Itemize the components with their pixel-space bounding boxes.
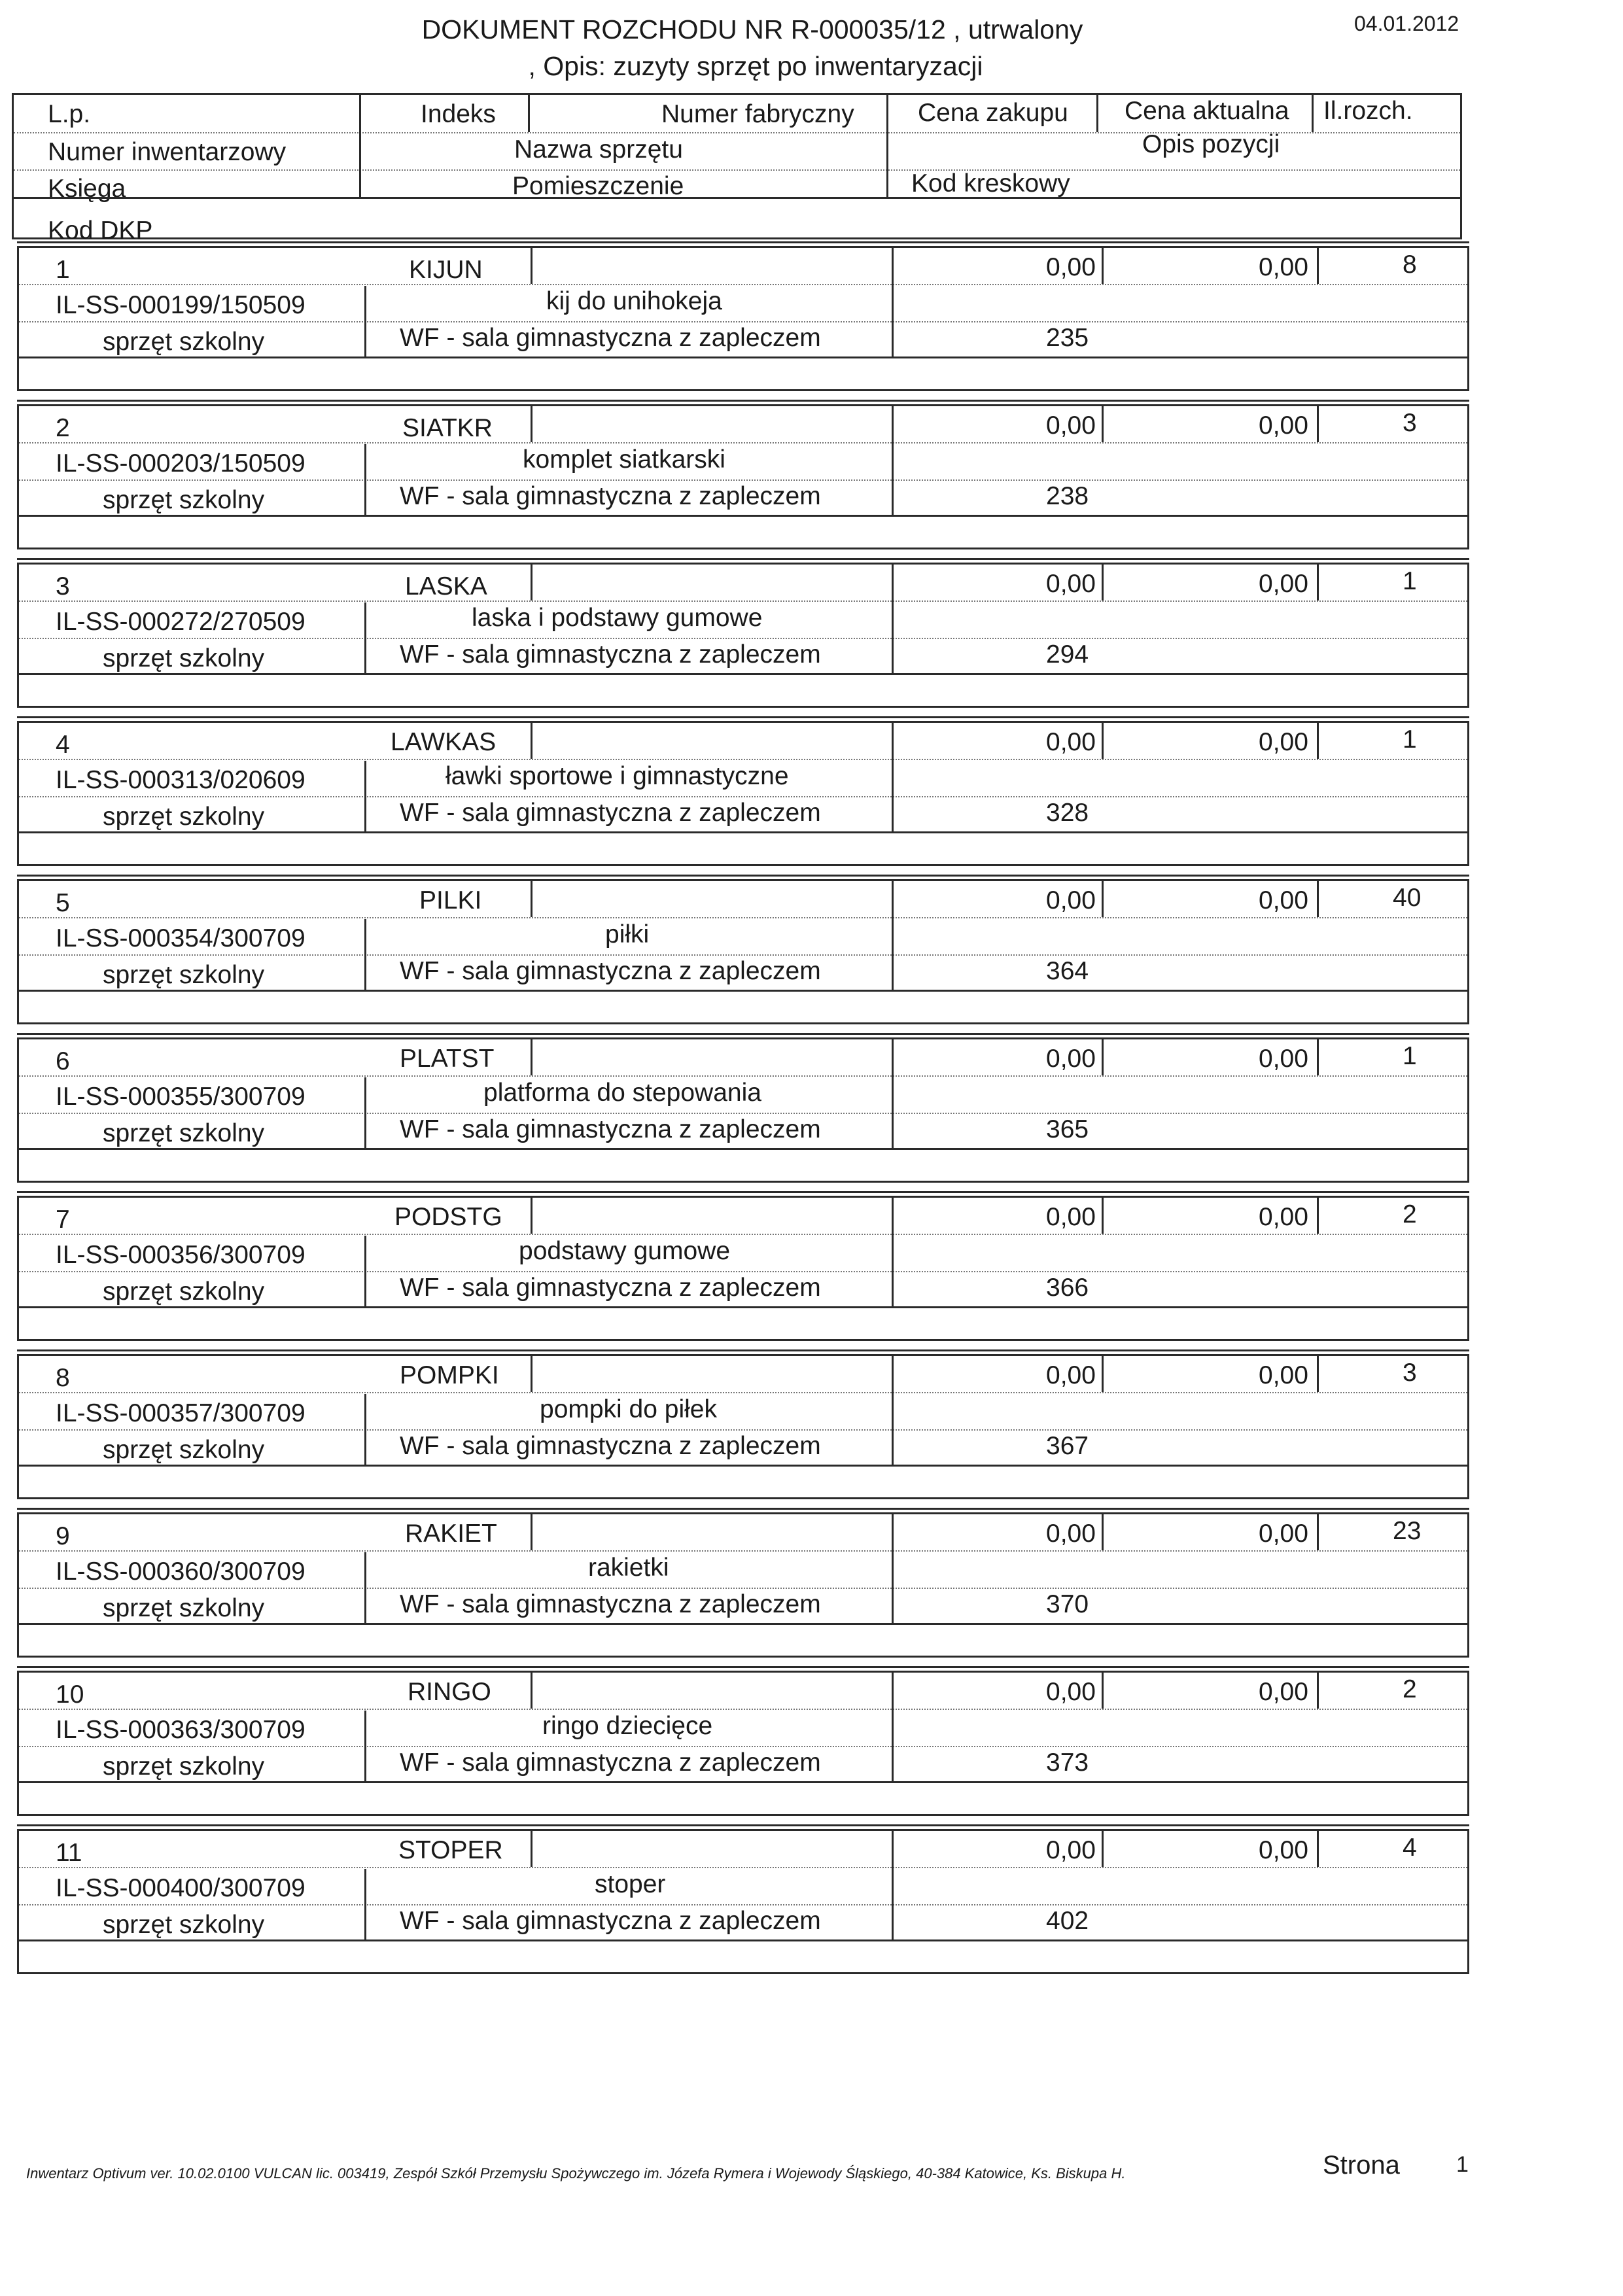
list-item — [17, 1037, 1469, 1183]
item-indeks: LASKA — [405, 572, 487, 600]
header-opis-pozycji: Opis pozycji — [1142, 130, 1280, 158]
item-nazwa: podstawy gumowe — [519, 1237, 731, 1265]
list-item — [17, 1512, 1469, 1658]
item-lp: 3 — [56, 572, 70, 600]
item-indeks: SIATKR — [402, 414, 493, 442]
item-indeks: KIJUN — [409, 256, 483, 284]
header-lp: L.p. — [48, 100, 91, 128]
item-nazwa: komplet siatkarski — [523, 445, 725, 474]
item-indeks: RAKIET — [405, 1520, 497, 1548]
item-nazwa: kij do unihokeja — [546, 287, 722, 315]
header-cena-zakupu: Cena zakupu — [918, 99, 1068, 127]
item-kod-kreskowy: 328 — [1046, 799, 1089, 827]
item-numer-inwentarzowy: IL-SS-000360/300709 — [56, 1557, 305, 1586]
item-lp: 10 — [56, 1680, 84, 1709]
item-pomieszczenie: WF - sala gimnastyczna z zapleczem — [400, 1274, 821, 1302]
item-pomieszczenie: WF - sala gimnastyczna z zapleczem — [400, 799, 821, 827]
item-pomieszczenie: WF - sala gimnastyczna z zapleczem — [400, 1907, 821, 1935]
item-cena-zakupu: 0,00 — [1046, 1203, 1096, 1231]
item-lp: 11 — [56, 1839, 82, 1867]
item-ksiega: sprzęt szkolny — [103, 961, 265, 989]
list-item — [17, 721, 1469, 866]
item-ksiega: sprzęt szkolny — [103, 1119, 265, 1147]
item-numer-inwentarzowy: IL-SS-000355/300709 — [56, 1083, 305, 1111]
item-nazwa: pompki do piłek — [540, 1395, 717, 1423]
document-date: 04.01.2012 — [1354, 12, 1459, 35]
item-pomieszczenie: WF - sala gimnastyczna z zapleczem — [400, 1115, 821, 1143]
item-ksiega: sprzęt szkolny — [103, 486, 265, 514]
item-cena-zakupu: 0,00 — [1046, 1678, 1096, 1706]
item-il-rozch: 3 — [1403, 1359, 1417, 1387]
item-cena-zakupu: 0,00 — [1046, 570, 1096, 598]
item-il-rozch: 3 — [1403, 409, 1417, 437]
list-item — [17, 879, 1469, 1024]
item-numer-inwentarzowy: IL-SS-000199/150509 — [56, 291, 305, 319]
item-pomieszczenie: WF - sala gimnastyczna z zapleczem — [400, 324, 821, 352]
item-cena-zakupu: 0,00 — [1046, 1836, 1096, 1864]
list-item — [17, 1354, 1469, 1499]
item-nazwa: rakietki — [588, 1554, 669, 1582]
item-ksiega: sprzęt szkolny — [103, 644, 265, 672]
item-nazwa: piłki — [605, 920, 650, 948]
item-lp: 6 — [56, 1047, 70, 1075]
item-cena-zakupu: 0,00 — [1046, 1361, 1096, 1389]
header-kod-dkp: Kod DKP — [48, 217, 153, 245]
item-ksiega: sprzęt szkolny — [103, 1594, 265, 1622]
item-kod-kreskowy: 370 — [1046, 1590, 1089, 1618]
page-label: Strona — [1323, 2151, 1400, 2180]
item-cena-zakupu: 0,00 — [1046, 1520, 1096, 1548]
header-nazwa-sprzetu: Nazwa sprzętu — [514, 135, 683, 164]
item-il-rozch: 23 — [1393, 1517, 1422, 1545]
item-cena-aktualna: 0,00 — [1259, 570, 1308, 598]
item-il-rozch: 4 — [1403, 1834, 1417, 1862]
item-cena-aktualna: 0,00 — [1259, 1203, 1308, 1231]
list-item — [17, 1829, 1469, 1974]
item-cena-aktualna: 0,00 — [1259, 1678, 1308, 1706]
item-cena-zakupu: 0,00 — [1046, 1045, 1096, 1073]
item-indeks: PODSTG — [394, 1203, 502, 1231]
item-numer-inwentarzowy: IL-SS-000357/300709 — [56, 1399, 305, 1427]
item-lp: 9 — [56, 1522, 70, 1550]
item-cena-aktualna: 0,00 — [1259, 1361, 1308, 1389]
header-indeks: Indeks — [421, 100, 496, 128]
header-kod-kreskowy: Kod kreskowy — [911, 169, 1070, 198]
item-numer-inwentarzowy: IL-SS-000400/300709 — [56, 1874, 305, 1902]
item-lp: 1 — [56, 256, 70, 284]
item-cena-aktualna: 0,00 — [1259, 253, 1308, 281]
item-il-rozch: 1 — [1403, 1042, 1417, 1070]
item-cena-zakupu: 0,00 — [1046, 253, 1096, 281]
item-cena-zakupu: 0,00 — [1046, 886, 1096, 914]
list-item — [17, 1196, 1469, 1341]
item-pomieszczenie: WF - sala gimnastyczna z zapleczem — [400, 1590, 821, 1618]
item-pomieszczenie: WF - sala gimnastyczna z zapleczem — [400, 1748, 821, 1777]
header-numer-inwentarzowy: Numer inwentarzowy — [48, 138, 287, 166]
item-numer-inwentarzowy: IL-SS-000272/270509 — [56, 608, 305, 636]
item-kod-kreskowy: 238 — [1046, 482, 1089, 510]
item-pomieszczenie: WF - sala gimnastyczna z zapleczem — [400, 640, 821, 669]
header-pomieszczenie: Pomieszczenie — [512, 172, 684, 200]
item-kod-kreskowy: 402 — [1046, 1907, 1089, 1935]
item-numer-inwentarzowy: IL-SS-000203/150509 — [56, 449, 305, 478]
item-lp: 8 — [56, 1364, 70, 1392]
item-cena-aktualna: 0,00 — [1259, 1045, 1308, 1073]
item-indeks: PLATST — [400, 1045, 495, 1073]
item-il-rozch: 2 — [1403, 1675, 1417, 1703]
item-cena-aktualna: 0,00 — [1259, 411, 1308, 440]
item-lp: 2 — [56, 414, 70, 442]
list-item — [17, 404, 1469, 549]
item-kod-kreskowy: 365 — [1046, 1115, 1089, 1143]
item-lp: 7 — [56, 1206, 70, 1234]
header-ksiega: Księga — [48, 175, 126, 203]
item-ksiega: sprzęt szkolny — [103, 328, 265, 356]
item-pomieszczenie: WF - sala gimnastyczna z zapleczem — [400, 957, 821, 985]
item-numer-inwentarzowy: IL-SS-000354/300709 — [56, 924, 305, 952]
page-number: 1 — [1456, 2152, 1469, 2177]
item-cena-aktualna: 0,00 — [1259, 1520, 1308, 1548]
item-kod-kreskowy: 235 — [1046, 324, 1089, 352]
item-nazwa: ławki sportowe i gimnastyczne — [445, 762, 789, 790]
item-lp: 5 — [56, 889, 70, 917]
item-pomieszczenie: WF - sala gimnastyczna z zapleczem — [400, 482, 821, 510]
item-cena-aktualna: 0,00 — [1259, 1836, 1308, 1864]
item-ksiega: sprzęt szkolny — [103, 803, 265, 831]
item-nazwa: ringo dziecięce — [542, 1712, 713, 1740]
item-ksiega: sprzęt szkolny — [103, 1436, 265, 1464]
document-title: DOKUMENT ROZCHODU NR R-000035/12 , utrwalony — [421, 14, 1083, 44]
item-nazwa: stoper — [595, 1870, 666, 1898]
item-kod-kreskowy: 364 — [1046, 957, 1089, 985]
item-kod-kreskowy: 373 — [1046, 1748, 1089, 1777]
list-item — [17, 1671, 1469, 1816]
item-indeks: LAWKAS — [391, 728, 497, 756]
item-cena-aktualna: 0,00 — [1259, 728, 1308, 756]
document-description: , Opis: zuzyty sprzęt po inwentaryzacji — [528, 51, 983, 81]
item-numer-inwentarzowy: IL-SS-000363/300709 — [56, 1716, 305, 1744]
item-il-rozch: 1 — [1403, 725, 1417, 754]
list-item — [17, 246, 1469, 391]
item-indeks: POMPKI — [400, 1361, 499, 1389]
list-item — [17, 563, 1469, 708]
item-kod-kreskowy: 294 — [1046, 640, 1089, 669]
header-il-rozch: Il.rozch. — [1323, 97, 1413, 125]
item-il-rozch: 2 — [1403, 1200, 1417, 1228]
item-numer-inwentarzowy: IL-SS-000313/020609 — [56, 766, 305, 794]
item-il-rozch: 8 — [1403, 251, 1417, 279]
item-il-rozch: 40 — [1393, 884, 1422, 912]
item-nazwa: platforma do stepowania — [483, 1079, 761, 1107]
item-kod-kreskowy: 367 — [1046, 1432, 1089, 1460]
header-cena-aktualna: Cena aktualna — [1125, 97, 1289, 125]
item-indeks: PILKI — [419, 886, 482, 914]
item-cena-zakupu: 0,00 — [1046, 728, 1096, 756]
item-indeks: RINGO — [408, 1678, 491, 1706]
item-indeks: STOPER — [398, 1836, 503, 1864]
item-lp: 4 — [56, 731, 70, 759]
footer-software-info: Inwentarz Optivum ver. 10.02.0100 VULCAN lic. 003419, Zespół Szkół Przemysłu Spożywczego im. Józefa Rymera i Wojewody Śląskiego, 40-384 Katowice, Ks. Biskupa H. — [26, 2165, 1126, 2182]
item-cena-zakupu: 0,00 — [1046, 411, 1096, 440]
item-numer-inwentarzowy: IL-SS-000356/300709 — [56, 1241, 305, 1269]
column-header — [12, 93, 1462, 245]
item-ksiega: sprzęt szkolny — [103, 1752, 265, 1781]
item-il-rozch: 1 — [1403, 567, 1417, 595]
item-pomieszczenie: WF - sala gimnastyczna z zapleczem — [400, 1432, 821, 1460]
item-cena-aktualna: 0,00 — [1259, 886, 1308, 914]
item-kod-kreskowy: 366 — [1046, 1274, 1089, 1302]
item-ksiega: sprzęt szkolny — [103, 1911, 265, 1939]
item-nazwa: laska i podstawy gumowe — [472, 604, 763, 632]
item-ksiega: sprzęt szkolny — [103, 1278, 265, 1306]
header-numer-fabryczny: Numer fabryczny — [661, 100, 854, 128]
